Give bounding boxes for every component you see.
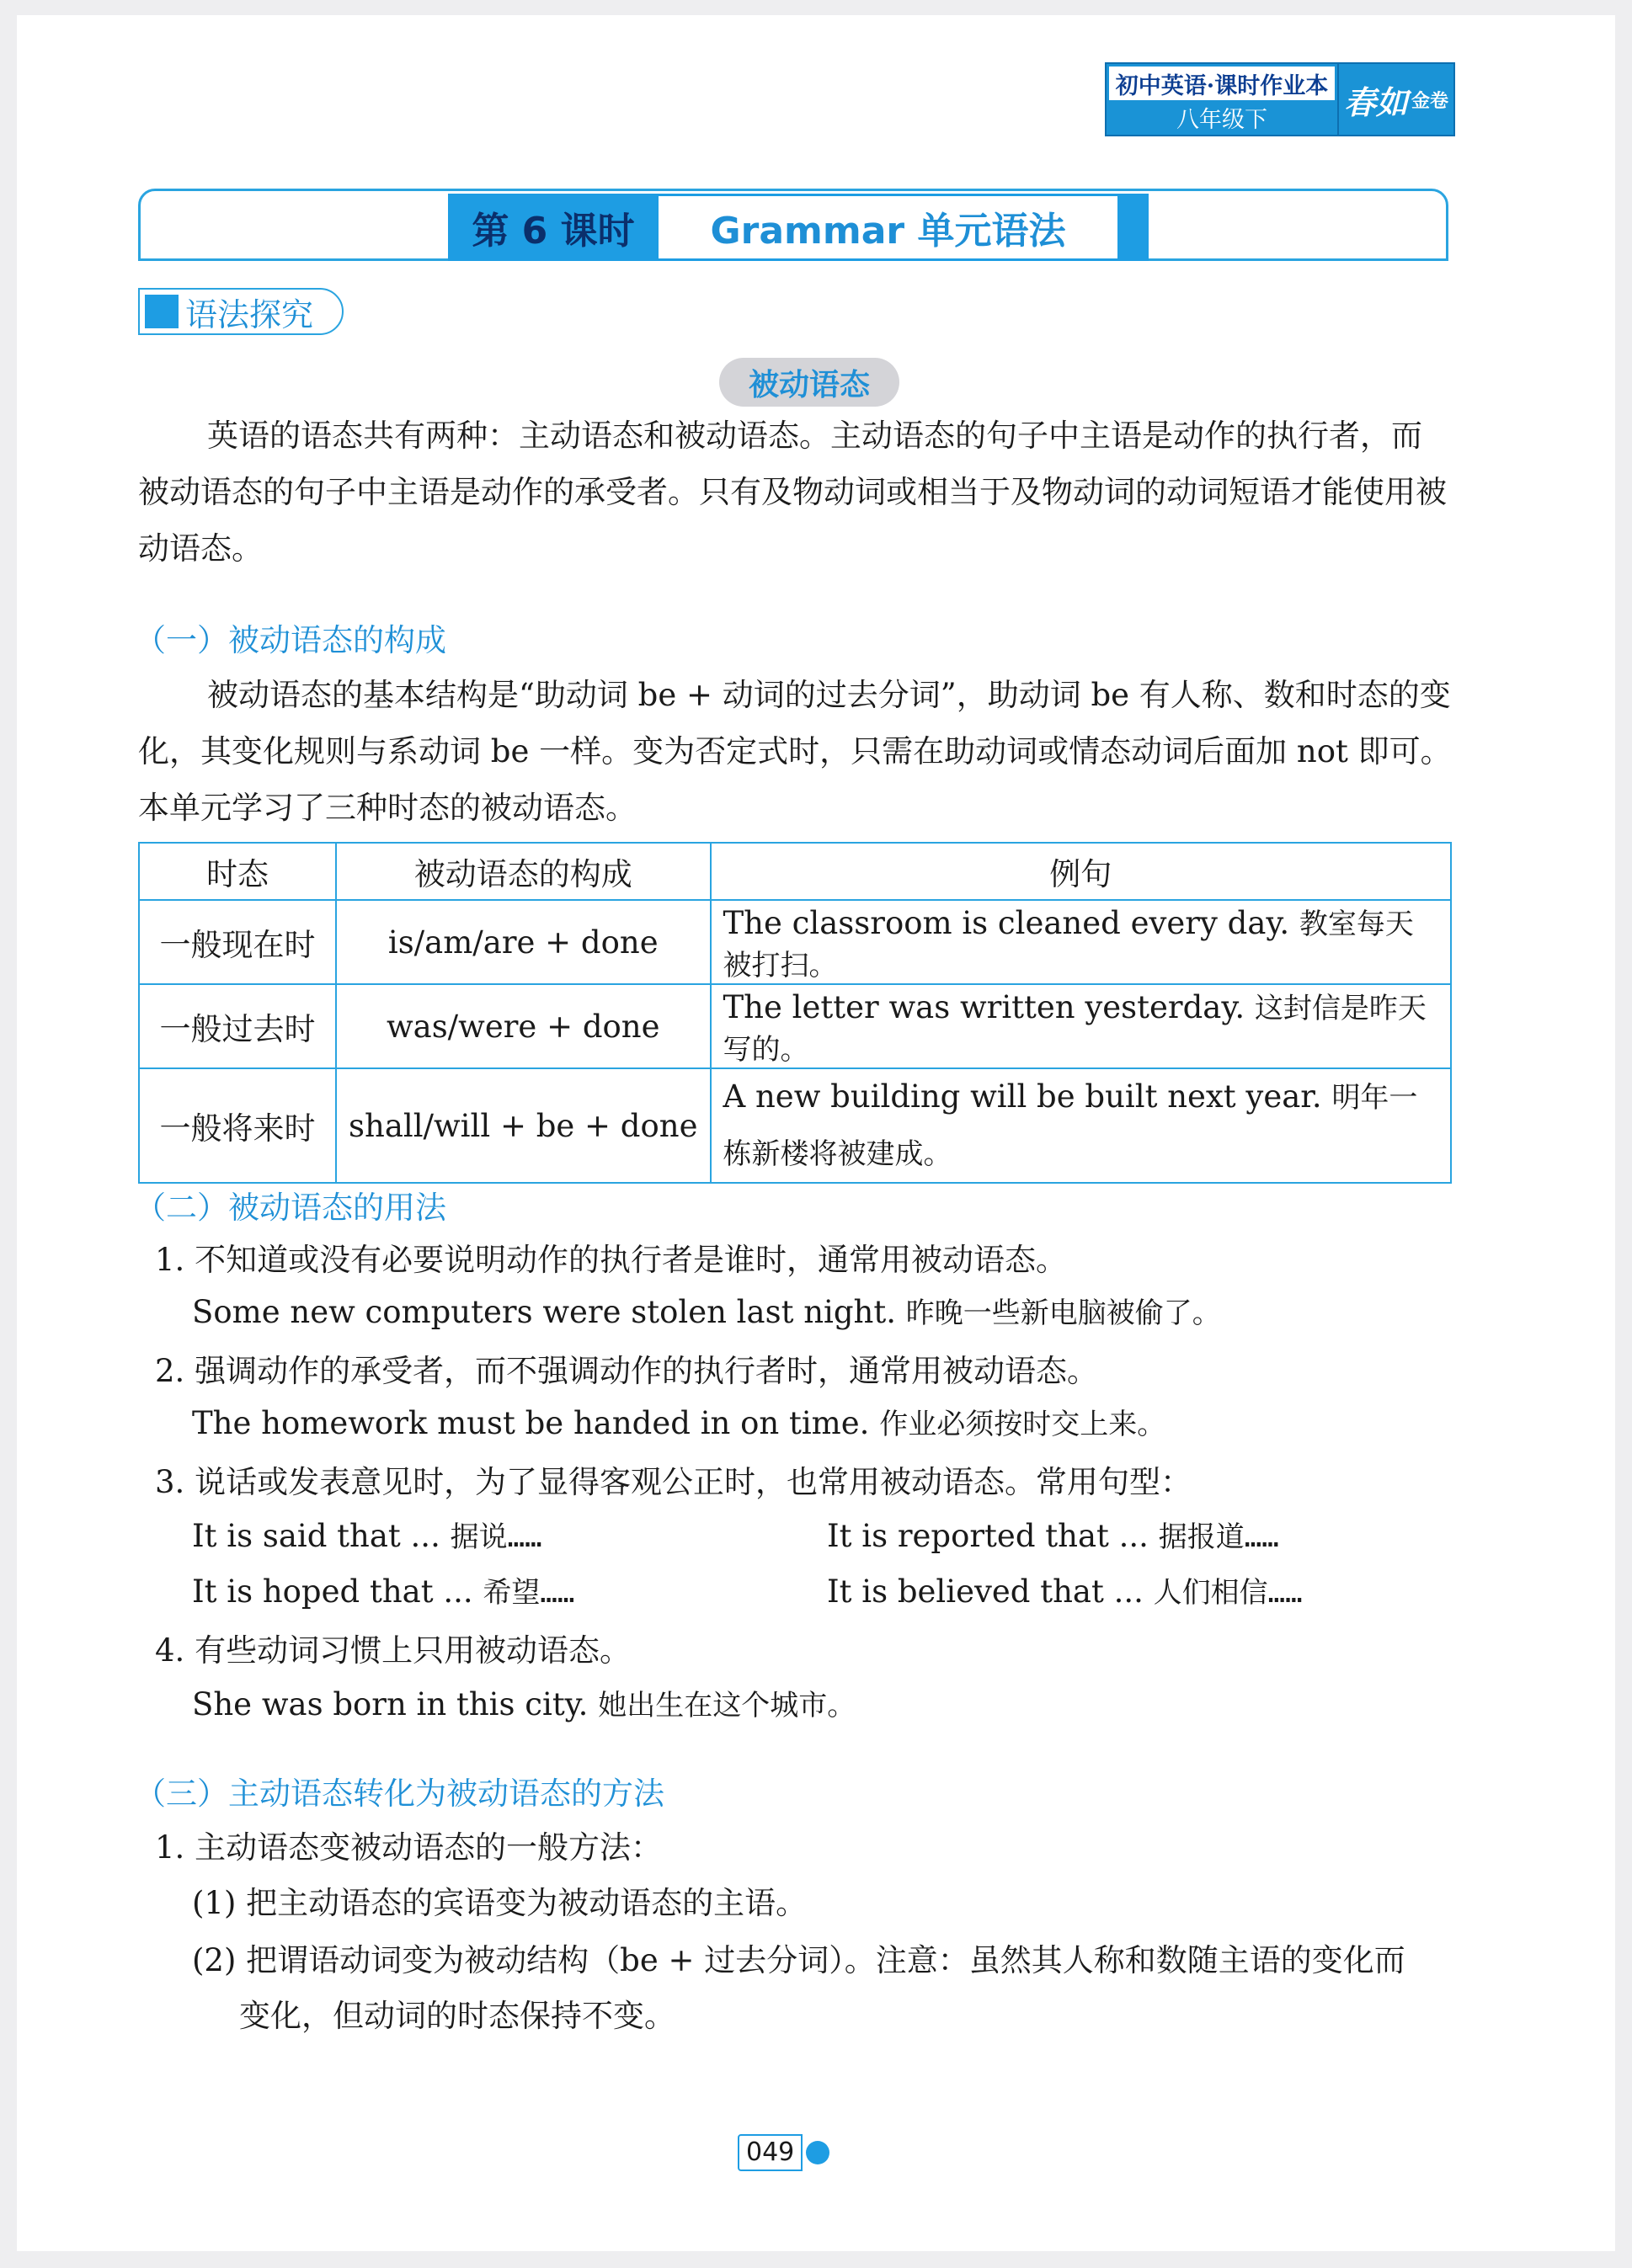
method-sub-2: (2) 把谓语动词变为被动结构（be + 过去分词）。注意：虽然其人称和数随主语的变化而 <box>192 1942 1405 1978</box>
example-cell <box>711 1068 1452 1183</box>
lesson-title <box>448 194 1120 261</box>
pattern-en: It is said that ... <box>192 1518 440 1554</box>
example-en: The letter was written yesterday. <box>723 989 1245 1025</box>
page-number-text: 049 <box>738 2134 803 2171</box>
brand-name: 春如 <box>1343 83 1408 121</box>
pattern-cn: 人们相信…… <box>1153 1576 1303 1610</box>
brand-sub: 金卷 <box>1411 89 1449 112</box>
usage-example-1 <box>192 1290 1221 1331</box>
pattern-cn: 据说…… <box>450 1520 542 1554</box>
lesson-name: Grammar 单元语法 <box>659 194 1120 261</box>
usage-item-3: 3. 说话或发表意见时，为了显得客观公正时，也常用被动语态。常用句型： <box>155 1464 1192 1500</box>
table-row <box>139 1068 1451 1183</box>
example-cell <box>711 900 1452 984</box>
pattern-cn: 据报道…… <box>1158 1520 1279 1554</box>
passive-voice-table <box>138 842 1452 1184</box>
page-dot-icon <box>806 2141 829 2164</box>
pattern-cn: 希望…… <box>483 1576 575 1610</box>
example-en: The classroom is cleaned every day. <box>723 905 1290 941</box>
example-cell <box>711 984 1452 1068</box>
header-tense: 时态 <box>139 843 336 900</box>
grade-label: 八年级下 <box>1176 107 1267 133</box>
part1-heading: （一）被动语态的构成 <box>135 622 446 658</box>
header-form: 被动语态的构成 <box>336 843 711 900</box>
example-en: Some new computers were stolen last night. <box>192 1294 897 1330</box>
series-box <box>1105 62 1339 136</box>
topic-pill: 被动语态 <box>719 358 899 407</box>
brand-logo <box>1339 62 1455 136</box>
form-cell: was/were + done <box>336 984 711 1068</box>
example-en: She was born in this city. <box>192 1686 589 1722</box>
part3-heading: （三）主动语态转化为被动语态的方法 <box>135 1776 664 1812</box>
table-row <box>139 984 1451 1068</box>
pattern-en: It is reported that ... <box>827 1518 1149 1554</box>
tense-cell: 一般现在时 <box>139 900 336 984</box>
example-en: A new building will be built next year. <box>723 1078 1322 1115</box>
example-cn: 作业必须按时交上来。 <box>879 1408 1166 1441</box>
page-number <box>738 2133 856 2172</box>
section-label-text: 语法探究 <box>185 295 314 333</box>
tense-cell: 一般过去时 <box>139 984 336 1068</box>
square-bullet-icon <box>145 295 179 328</box>
usage-item-4: 4. 有些动词习惯上只用被动语态。 <box>155 1632 632 1669</box>
example-cn: 教室每天被打扫。 <box>723 908 1414 982</box>
table-row <box>139 900 1451 984</box>
pattern-hoped <box>192 1569 574 1610</box>
pattern-en: It is hoped that ... <box>192 1573 473 1610</box>
intro-paragraph: 英语的语态共有两种：主动语态和被动语态。主动语态的句子中主语是动作的执行者，而被动语态的句子中主语是动作的承受者。只有及物动词或相当于及物动词的动词短语才能使用被动语态。 <box>138 418 1447 567</box>
example-cn: 明年一栋新楼将被建成。 <box>723 1081 1418 1171</box>
section-label <box>138 288 344 335</box>
pattern-en: It is believed that ... <box>827 1573 1144 1610</box>
usage-example-2 <box>192 1401 1165 1442</box>
header-badge <box>1105 62 1455 136</box>
usage-example-4 <box>192 1682 856 1723</box>
table-header-row <box>139 843 1451 900</box>
tense-cell: 一般将来时 <box>139 1068 336 1183</box>
method-sub-1: (1) 把主动语态的宾语变为被动语态的主语。 <box>192 1885 808 1921</box>
usage-item-1: 1. 不知道或没有必要说明动作的执行者是谁时，通常用被动语态。 <box>155 1242 1068 1278</box>
example-cn: 这封信是昨天写的。 <box>723 992 1427 1067</box>
lesson-number: 第 6 课时 <box>448 194 659 261</box>
pattern-said <box>192 1514 542 1555</box>
example-en: The homework must be handed in on time. <box>192 1405 870 1441</box>
form-cell: is/am/are + done <box>336 900 711 984</box>
example-cn: 昨晚一些新电脑被偷了。 <box>905 1296 1221 1330</box>
part1-paragraph: 被动语态的基本结构是“助动词 be + 动词的过去分词”，助动词 be 有人称、数和时态的变化，其变化规则与系动词 be 一样。变为否定式时，只需在助动词或情态动词后面加 not 即可。本单元学习了三种时态的被动语态。 <box>138 677 1452 826</box>
part2-heading: （二）被动语态的用法 <box>135 1190 446 1226</box>
pattern-believed <box>827 1569 1303 1610</box>
series-title: 初中英语·课时作业本 <box>1109 67 1335 100</box>
form-cell: shall/will + be + done <box>336 1068 711 1183</box>
method-item-1: 1. 主动语态变被动语态的一般方法： <box>155 1829 663 1866</box>
example-cn: 她出生在这个城市。 <box>598 1689 856 1722</box>
pattern-reported <box>827 1514 1279 1555</box>
usage-item-2: 2. 强调动作的承受者，而不强调动作的执行者时，通常用被动语态。 <box>155 1353 1099 1389</box>
method-sub-2-cont: 变化，但动词的时态保持不变。 <box>239 1998 675 2034</box>
header-example: 例句 <box>711 843 1452 900</box>
